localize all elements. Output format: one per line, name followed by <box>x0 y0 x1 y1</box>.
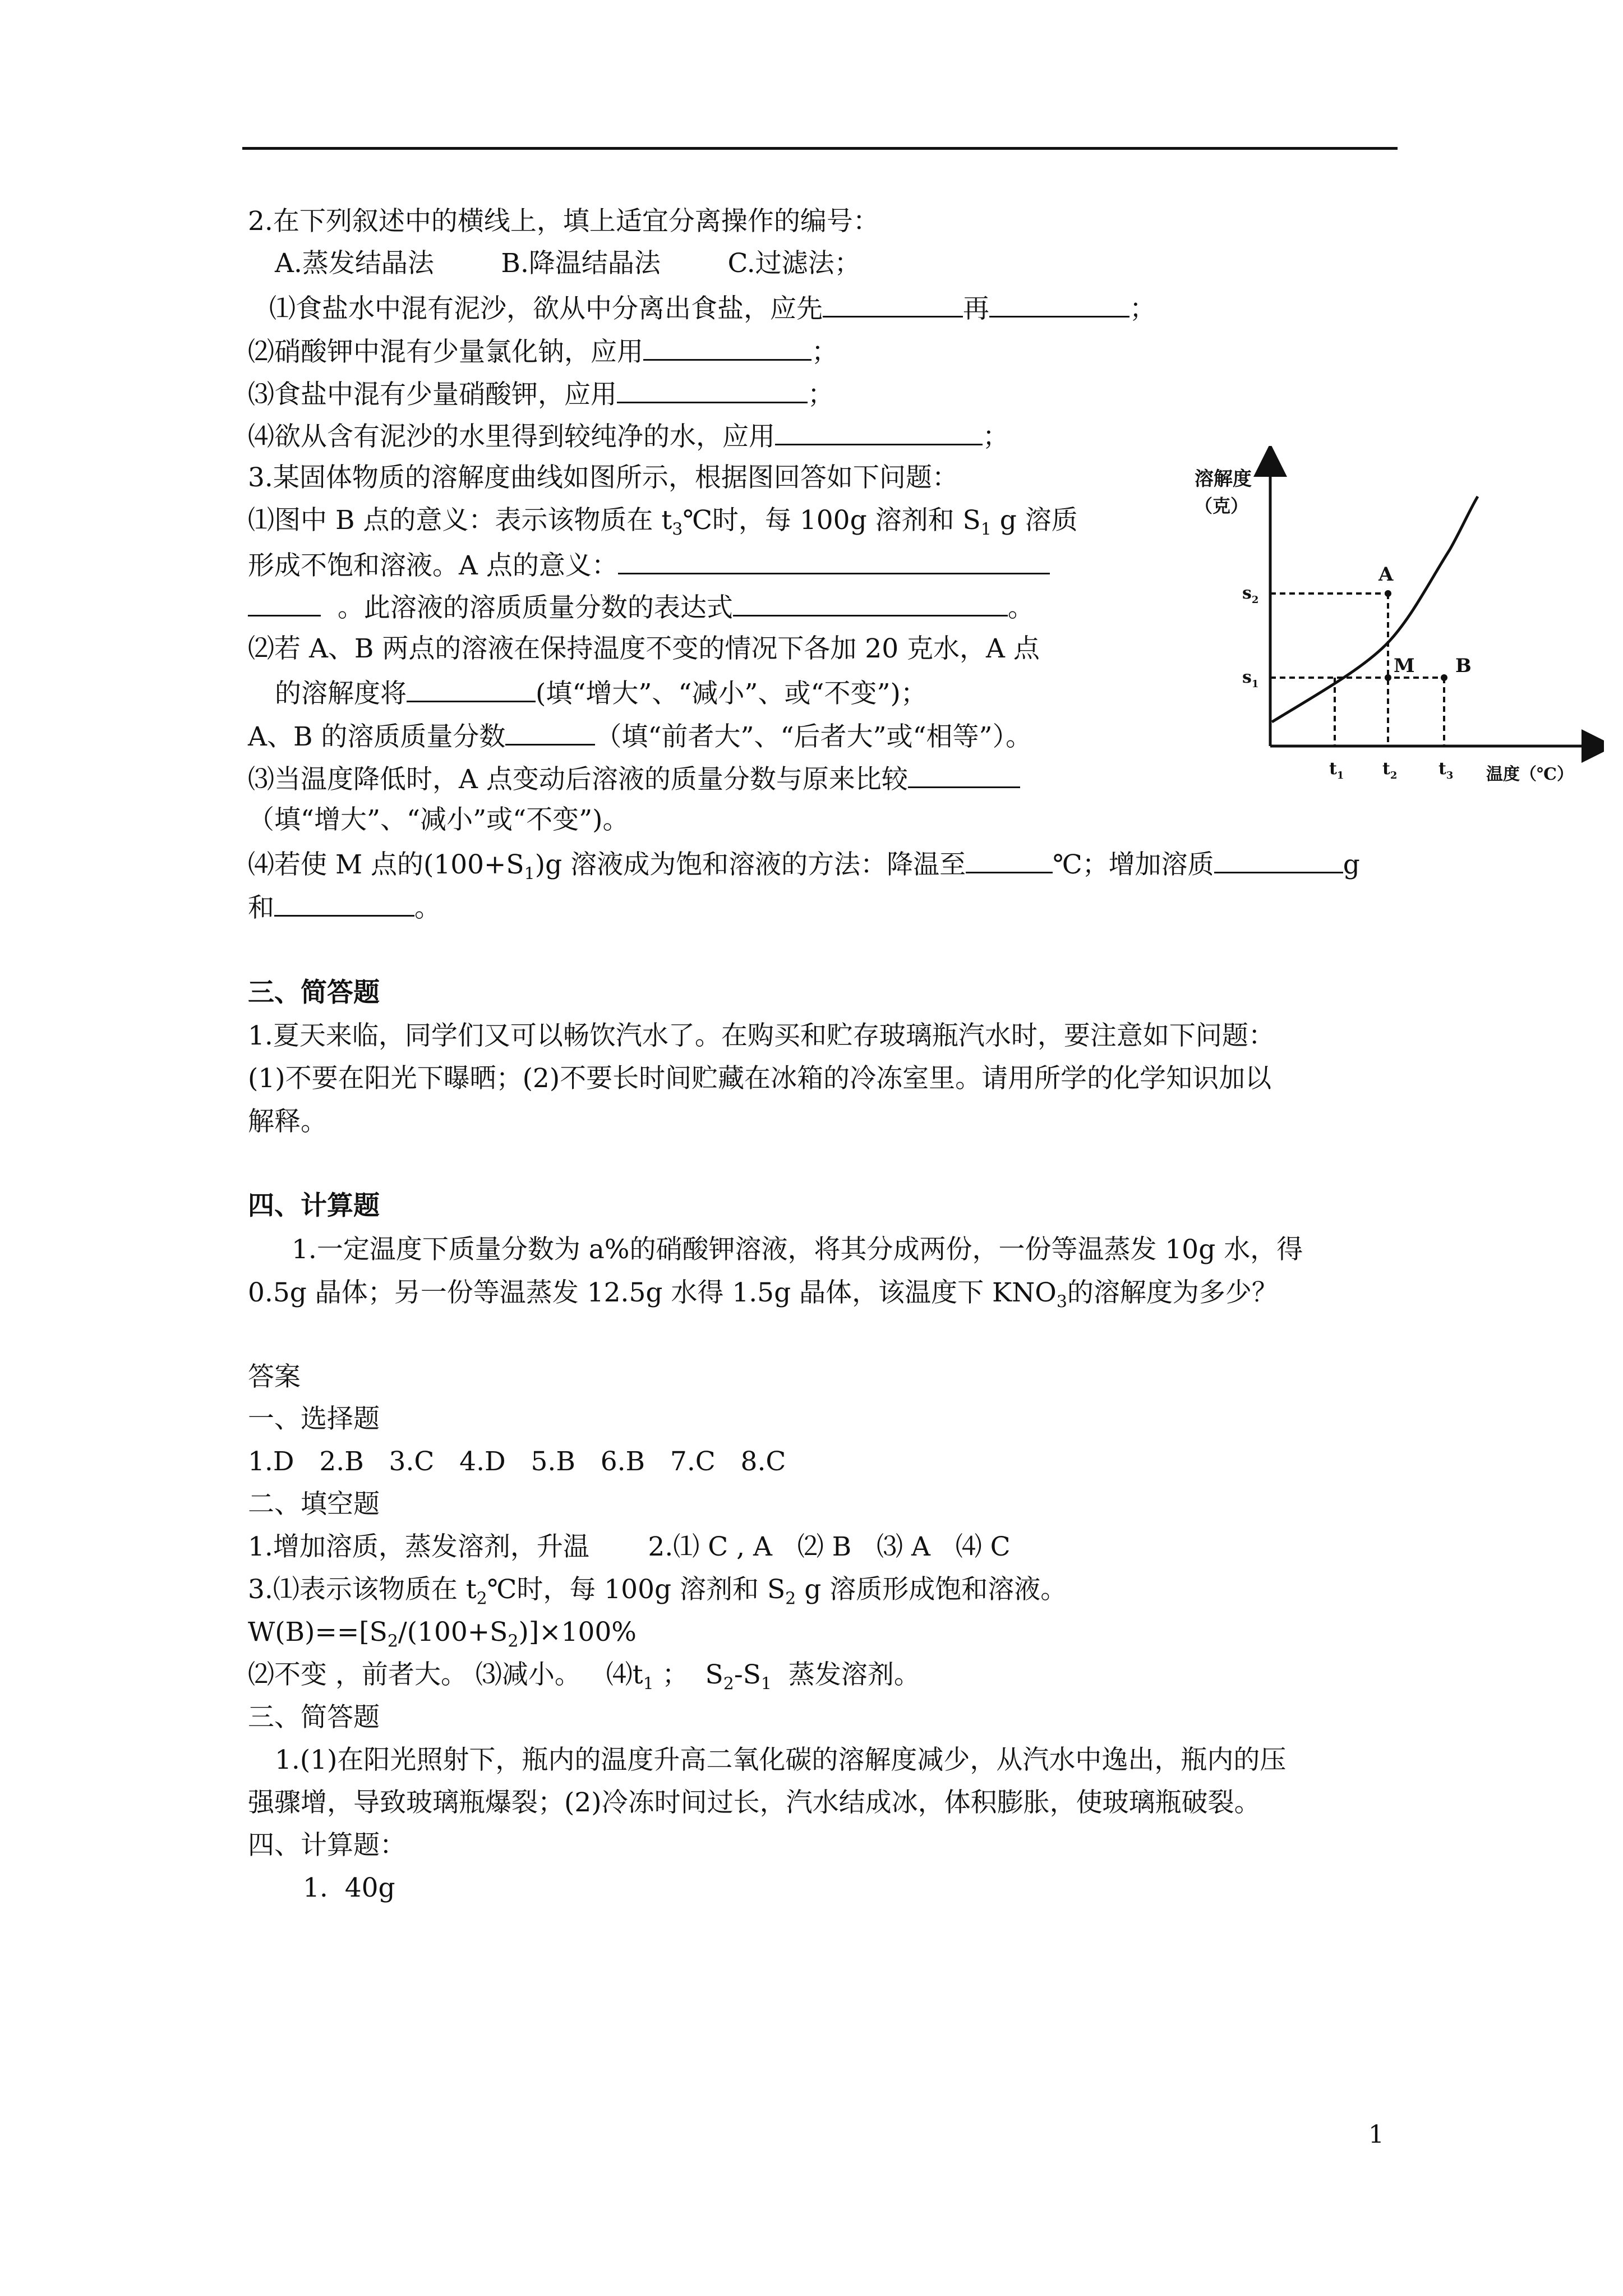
tick-t3: $t_3$ <box>1438 759 1454 781</box>
q2-options <box>275 247 861 280</box>
ans-s2-l4-sub: 1 <box>643 1674 654 1694</box>
q3-part1-line2 <box>248 547 1050 583</box>
q2-item3-blank[interactable] <box>617 376 808 403</box>
answers-s3-line2: 强骤增，导致玻璃瓶爆裂；(2)冷冻时间过长，汽水结成冰，体积膨胀，使玻璃瓶破裂。 <box>248 1787 1261 1818</box>
ans-s2-l2-b: ℃时，每 100g 溶剂和 S <box>487 1574 786 1605</box>
answers-s2-line4 <box>248 1658 920 1701</box>
tick-t1: $t_1$ <box>1329 759 1344 781</box>
point-a <box>1385 590 1391 597</box>
q2-item2-blank[interactable] <box>643 333 811 361</box>
q2-option-a: A.蒸发结晶法 <box>275 248 434 279</box>
ans-s2-l3-c: )]×100% <box>518 1617 637 1648</box>
q3-p4-text-e: 和 <box>248 892 274 923</box>
q3-p1-blank-a-cont[interactable] <box>248 589 321 616</box>
q3-p1-sub3: 3 <box>672 519 683 540</box>
q3-p1-text-b: ℃时，每 100g 溶剂和 S <box>683 505 981 536</box>
q3-p2-blank-b[interactable] <box>505 718 595 746</box>
q2-item3 <box>248 376 834 412</box>
sec3-q1-line2: (1)不要在阳光下曝晒；(2)不要长时间贮藏在冰箱的冷冻室里。请用所学的化学知识加以 <box>248 1063 1272 1094</box>
q2-item4-blank[interactable] <box>775 418 983 445</box>
q3-p2-blank-a[interactable] <box>407 675 536 702</box>
sec4-q1-text-c: 的溶解度为多少？ <box>1067 1277 1278 1308</box>
answers-s2-line3 <box>248 1616 637 1658</box>
q3-p2-text-d: A、B 的溶质质量分数 <box>248 721 506 752</box>
solubility-curve-graph <box>1166 446 1604 799</box>
q3-p4-text-a: ⑷若使 M 点的(100+S <box>248 849 524 880</box>
ans-s2-l4-b: ； S <box>653 1659 723 1690</box>
q2-item2 <box>248 333 838 369</box>
ans-s2-l3-sub: 2 <box>387 1631 398 1651</box>
q3-p4-sub: 1 <box>524 864 535 884</box>
sec4-q1-sub: 3 <box>1056 1292 1067 1312</box>
y-axis-unit: （克） <box>1195 495 1249 517</box>
q3-p4-text-b: )g 溶液成为饱和溶液的方法：降温至 <box>534 849 966 880</box>
q3-p3-blank[interactable] <box>908 761 1020 788</box>
sec3-title: 三、简答题 <box>248 977 380 1008</box>
q3-p4-end: 。 <box>414 892 441 923</box>
answers-s2-line1: 1.增加溶质，蒸发溶剂，升温 2.⑴ C , A ⑵ B ⑶ A ⑷ C <box>248 1531 1011 1562</box>
q3-p4-blank-method[interactable] <box>274 889 414 917</box>
label-b: B <box>1455 655 1472 677</box>
q3-p1-text-a: ⑴图中 B 点的意义：表示该物质在 t <box>248 505 672 536</box>
q3-part1-line3 <box>248 589 1034 625</box>
q2-item1-text: ⑴食盐水中混有泥沙，欲从中分离出食盐，应先 <box>269 293 823 324</box>
q3-intro: 3.某固体物质的溶解度曲线如图所示，根据图回答如下问题： <box>248 462 958 493</box>
answers-s1-line: 1.D 2.B 3.C 4.D 5.B 6.B 7.C 8.C <box>248 1446 786 1477</box>
sec4-q1-line1: 1.一定温度下质量分数为 a%的硝酸钾溶液，将其分成两份，一份等温蒸发 10g 水，得 <box>292 1234 1303 1265</box>
q2-item4-text: ⑷欲从含有泥沙的水里得到较纯净的水，应用 <box>248 421 775 452</box>
sec3-q1-line1: 1.夏天来临，同学们又可以畅饮汽水了。在购买和贮存玻璃瓶汽水时，要注意如下问题： <box>248 1020 1275 1051</box>
ans-s2-l4-d: 蒸发溶剂。 <box>772 1659 920 1690</box>
q3-part4-line1 <box>248 846 1360 891</box>
y-axis-label: 溶解度 <box>1195 468 1252 490</box>
q2-item1-blank1[interactable] <box>823 290 963 318</box>
q2-item1-end: ； <box>1129 293 1156 324</box>
q2-item2-text: ⑵硝酸钾中混有少量氯化钠，应用 <box>248 337 643 367</box>
ans-s2-l4-c: -S <box>734 1659 761 1690</box>
q3-p4-text-d: g <box>1343 849 1360 880</box>
ans-s2-l4-a: ⑵不变 ，前者大。 ⑶减小。 ⑷t <box>248 1659 643 1690</box>
q3-p1-end: 。 <box>1007 592 1034 623</box>
q3-p4-text-c: ℃；增加溶质 <box>1053 849 1214 880</box>
answers-s1-title: 一、选择题 <box>248 1404 380 1434</box>
ans-s2-l4-sub2: 2 <box>723 1674 734 1694</box>
ans-s2-l2-sub: 2 <box>476 1589 487 1609</box>
q3-p3-text-a: ⑶当温度降低时，A 点变动后溶液的质量分数与原来比较 <box>248 764 908 795</box>
q2-item1-blank2[interactable] <box>989 290 1129 318</box>
q3-part1-line1 <box>248 504 1078 546</box>
point-m <box>1385 674 1391 681</box>
q3-p1-text-c: g 溶质 <box>991 505 1078 536</box>
x-axis-label: 温度（℃） <box>1486 765 1574 784</box>
q3-part3-line2: （填“增大”、“减小”或“不变”)。 <box>248 804 629 835</box>
q3-p1-blank-b[interactable] <box>733 589 1008 616</box>
answers-title: 答案 <box>248 1361 301 1392</box>
answers-s3-line1: 1.(1)在阳光照射下，瓶内的温度升高二氧化碳的溶解度减少，从汽水中逸出，瓶内的压 <box>275 1745 1287 1775</box>
tick-s1: $s_1$ <box>1242 668 1259 690</box>
ans-s2-l3-a: W(B)==[S <box>248 1617 388 1648</box>
header-rule <box>242 147 1398 150</box>
solubility-curve <box>1272 496 1478 722</box>
q3-p4-blank-temp[interactable] <box>966 846 1053 873</box>
point-b <box>1441 674 1447 681</box>
q3-p1-line2-text: 形成不饱和溶液。A 点的意义： <box>248 550 618 581</box>
ans-s2-l2-c: g 溶质形成饱和溶液。 <box>796 1574 1067 1605</box>
answers-s4-line: 1. 40g <box>303 1872 395 1903</box>
q2-item3-end: ； <box>808 379 834 410</box>
q3-part2-line3 <box>248 718 1032 754</box>
q2-item1 <box>269 290 1156 326</box>
q2-item4 <box>248 418 1009 454</box>
ans-s2-l4-sub3: 1 <box>760 1674 772 1694</box>
q3-part2-line2 <box>275 675 927 711</box>
q2-item1-then: 再 <box>963 293 989 324</box>
q2-option-c: C.过滤法； <box>727 248 861 279</box>
q3-p2-text-e: （填“前者大”、“后者大”或“相等”）。 <box>595 721 1032 752</box>
sec4-q1-line2 <box>248 1276 1278 1319</box>
page-number: 1 <box>1368 2120 1384 2149</box>
q2-item2-end: ； <box>811 337 838 367</box>
ans-s2-l3-sub2: 2 <box>508 1631 519 1651</box>
q2-item3-text: ⑶食盐中混有少量硝酸钾，应用 <box>248 379 617 410</box>
sec4-q1-text-b: 0.5g 晶体；另一份等温蒸发 12.5g 水得 1.5g 晶体，该温度下 KNO <box>248 1277 1057 1308</box>
q3-part4-line2 <box>248 889 441 925</box>
ans-s2-l3-b: /(100+S <box>398 1617 508 1648</box>
q3-p4-blank-solute[interactable] <box>1214 846 1343 873</box>
q3-p1-sub1: 1 <box>980 519 992 540</box>
sec3-q1-line3: 解释。 <box>248 1106 327 1137</box>
sec4-title: 四、计算题 <box>248 1190 380 1221</box>
answers-s2-line2 <box>248 1573 1067 1616</box>
q3-p2-text-c: (填“增大”、“减小”、或“不变”)； <box>536 678 927 709</box>
label-m: M <box>1394 655 1415 677</box>
q3-p1-blank-a[interactable] <box>618 547 1050 574</box>
label-a: A <box>1378 563 1394 586</box>
q3-part2-line1: ⑵若 A、B 两点的溶液在保持温度不变的情况下各加 20 克水，A 点 <box>248 633 1040 664</box>
q3-p1-line3-text: 。此溶液的溶质质量分数的表达式 <box>337 592 733 623</box>
q2-option-b: B.降温结晶法 <box>501 248 661 279</box>
q2-item4-end: ； <box>983 421 1009 452</box>
ans-s2-l2-a: 3.⑴表示该物质在 t <box>248 1574 477 1605</box>
ans-s2-l2-sub2: 2 <box>785 1589 796 1609</box>
answers-s3-title: 三、简答题 <box>248 1702 380 1733</box>
q3-part3-line1 <box>248 761 1020 797</box>
answers-s2-title: 二、填空题 <box>248 1489 380 1520</box>
q3-p2-text-b: 的溶解度将 <box>275 678 407 709</box>
tick-t2: $t_2$ <box>1382 759 1398 781</box>
tick-s2: $s_2$ <box>1242 583 1259 606</box>
q2-intro: 2.在下列叙述中的横线上，填上适宜分离操作的编号： <box>248 206 879 237</box>
answers-s4-title: 四、计算题： <box>248 1830 406 1861</box>
